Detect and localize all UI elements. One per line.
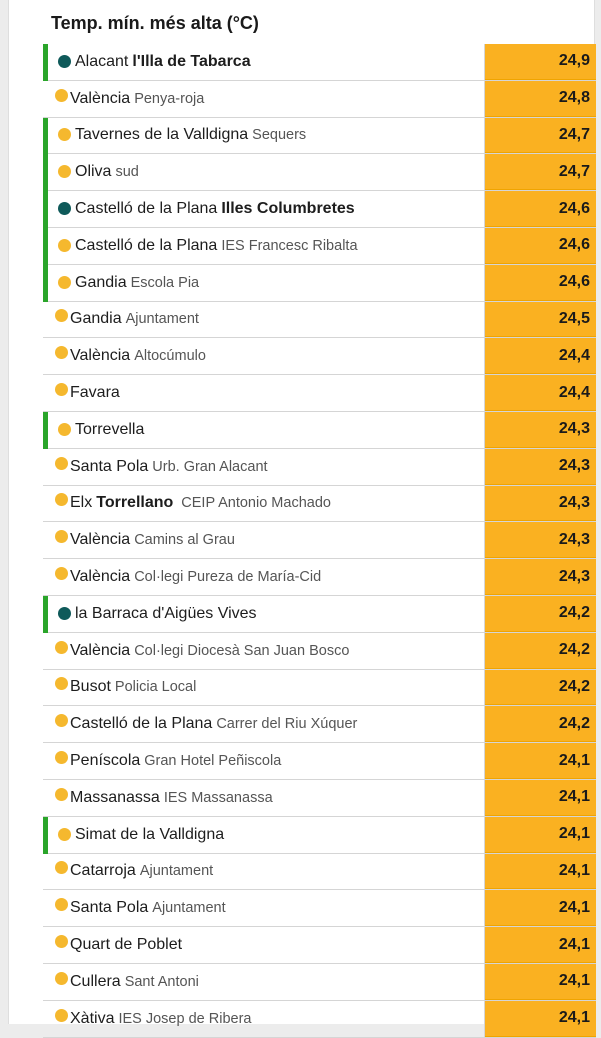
station-detail: Carrer del Riu Xúquer	[216, 716, 358, 733]
station-city: Busot	[70, 678, 111, 696]
temperature-value: 24,7	[485, 118, 596, 154]
station-detail: Ajuntament	[139, 863, 214, 880]
table-row[interactable]	[43, 596, 596, 633]
station-name-cell	[48, 743, 485, 779]
station-amateur-icon	[55, 935, 68, 948]
temperature-value: 24,2	[485, 706, 596, 742]
station-detail: sud	[115, 164, 139, 181]
station-name-cell	[48, 670, 485, 706]
table-row[interactable]	[43, 670, 596, 707]
table-row[interactable]	[43, 228, 596, 265]
temperature-value: 24,3	[485, 412, 596, 448]
table-row[interactable]	[43, 559, 596, 596]
station-city: Massanassa	[70, 788, 160, 806]
station-name-cell	[48, 596, 485, 632]
station-city: València	[70, 531, 131, 549]
table-row[interactable]	[43, 1001, 596, 1038]
station-city: Oliva	[75, 163, 112, 181]
station-detail: Escola Pia	[130, 274, 200, 291]
station-detail: Sant Antoni	[124, 973, 199, 990]
temperature-value: 24,3	[485, 522, 596, 558]
temperature-value: 24,8	[485, 81, 596, 117]
table-row[interactable]	[43, 706, 596, 743]
table-row[interactable]	[43, 449, 596, 486]
station-name-cell	[48, 44, 485, 80]
content-panel	[8, 0, 595, 1027]
station-city: Gandia	[70, 310, 122, 328]
station-city: València	[70, 568, 131, 586]
table-row[interactable]	[43, 890, 596, 927]
station-city: Santa Pola	[70, 457, 149, 475]
station-city: València	[70, 347, 131, 365]
station-city: Castelló de la Plana	[70, 715, 213, 733]
station-name-cell	[48, 302, 485, 338]
table-row[interactable]	[43, 522, 596, 559]
station-city: Castelló de la Plana	[75, 200, 218, 218]
station-amateur-icon	[55, 788, 68, 801]
station-amateur-icon	[55, 1009, 68, 1022]
station-name-cell	[48, 486, 485, 522]
station-detail: IES Josep de Ribera	[118, 1010, 252, 1027]
station-city: Peníscola	[70, 752, 141, 770]
station-name-cell	[48, 338, 485, 374]
station-city: Xàtiva	[70, 1009, 115, 1027]
station-amateur-icon	[58, 165, 71, 178]
table-row[interactable]	[43, 191, 596, 228]
temperature-value: 24,2	[485, 670, 596, 706]
temperature-value: 24,1	[485, 1001, 596, 1037]
station-detail: Gran Hotel Peñiscola	[144, 753, 282, 770]
station-city: Tavernes de la Valldigna	[75, 126, 249, 144]
table-row[interactable]	[43, 265, 596, 302]
station-name-cell	[48, 706, 485, 742]
temperature-value: 24,1	[485, 964, 596, 1000]
station-name-cell	[48, 780, 485, 816]
station-detail: Col·legi Diocesà San Juan Bosco	[134, 642, 350, 659]
station-city: Torrevella	[75, 420, 145, 438]
station-name-cell	[48, 228, 485, 264]
temperature-value: 24,6	[485, 228, 596, 264]
station-amateur-icon	[55, 457, 68, 470]
station-name-cell	[48, 817, 485, 853]
station-detail-extra: CEIP Antonio Machado	[181, 495, 331, 512]
table-row[interactable]	[43, 154, 596, 191]
station-detail: Torrellano	[96, 494, 174, 512]
table-row[interactable]	[43, 486, 596, 523]
temperature-value: 24,7	[485, 154, 596, 190]
station-name-cell	[48, 890, 485, 926]
station-amateur-icon	[55, 383, 68, 396]
temperature-value: 24,1	[485, 854, 596, 890]
temperature-value: 24,3	[485, 449, 596, 485]
station-amateur-icon	[55, 493, 68, 506]
station-city: Cullera	[70, 972, 121, 990]
station-detail: Ajuntament	[152, 900, 226, 917]
station-city: Catarroja	[70, 862, 136, 880]
station-amateur-icon	[55, 89, 68, 102]
table-row[interactable]	[43, 81, 596, 118]
station-amateur-icon	[55, 530, 68, 543]
table-row[interactable]	[43, 743, 596, 780]
table-row[interactable]	[43, 302, 596, 339]
station-name-cell	[48, 633, 485, 669]
station-name-cell	[48, 412, 485, 448]
temperature-value: 24,4	[485, 375, 596, 411]
station-amateur-icon	[58, 828, 71, 841]
station-city: Favara	[70, 384, 120, 402]
station-name-cell	[48, 265, 485, 301]
temperature-value: 24,1	[485, 780, 596, 816]
station-amateur-icon	[55, 309, 68, 322]
station-amateur-icon	[58, 276, 71, 289]
station-city: la Barraca d'Aigües Vives	[75, 604, 257, 622]
station-official-icon	[58, 202, 71, 215]
station-detail: Illes Columbretes	[221, 200, 355, 218]
temperature-value: 24,1	[485, 817, 596, 853]
station-city: Santa Pola	[70, 899, 149, 917]
temperature-value: 24,2	[485, 633, 596, 669]
temperature-value: 24,5	[485, 302, 596, 338]
temperature-value: 24,6	[485, 191, 596, 227]
station-detail: IES Francesc Ribalta	[221, 237, 358, 254]
station-amateur-icon	[55, 751, 68, 764]
station-city: Simat de la Valldigna	[75, 825, 225, 843]
station-name-cell	[48, 927, 485, 963]
station-name-cell	[48, 375, 485, 411]
station-name-cell	[48, 191, 485, 227]
temperature-value: 24,6	[485, 265, 596, 301]
station-amateur-icon	[55, 641, 68, 654]
station-name-cell	[48, 449, 485, 485]
station-name-cell	[48, 81, 485, 117]
station-name-cell	[48, 522, 485, 558]
station-name-cell	[48, 964, 485, 1000]
table-row[interactable]	[43, 927, 596, 964]
station-official-icon	[58, 55, 71, 68]
station-amateur-icon	[58, 128, 71, 141]
station-city: Quart de Poblet	[70, 936, 183, 954]
station-detail: Urb. Gran Alacant	[152, 458, 268, 475]
table-row[interactable]	[43, 854, 596, 891]
table-row[interactable]	[43, 780, 596, 817]
station-amateur-icon	[55, 972, 68, 985]
table-row[interactable]	[43, 633, 596, 670]
station-city: València	[70, 641, 131, 659]
station-amateur-icon	[55, 861, 68, 874]
station-detail: Altocúmulo	[134, 348, 206, 365]
temperature-value: 24,9	[485, 44, 596, 80]
station-name-cell	[48, 154, 485, 190]
station-amateur-icon	[55, 714, 68, 727]
table-row[interactable]	[43, 44, 596, 81]
station-amateur-icon	[55, 898, 68, 911]
station-detail: Sequers	[252, 127, 307, 144]
station-detail: l'Illa de Tabarca	[132, 52, 251, 70]
temperature-value: 24,2	[485, 596, 596, 632]
page-title: Temp. mín. més alta (°C)	[51, 13, 259, 33]
station-name-cell	[48, 854, 485, 890]
table-row[interactable]	[43, 338, 596, 375]
station-amateur-icon	[55, 346, 68, 359]
station-amateur-icon	[55, 567, 68, 580]
table-row[interactable]	[43, 817, 596, 854]
station-name-cell	[48, 1001, 485, 1037]
station-detail: Penya-roja	[134, 90, 205, 107]
station-detail: Ajuntament	[125, 311, 199, 328]
temperature-value: 24,4	[485, 338, 596, 374]
station-city: Gandia	[75, 273, 127, 291]
temperature-value: 24,1	[485, 743, 596, 779]
station-name-cell	[48, 118, 485, 154]
temperature-value: 24,3	[485, 486, 596, 522]
station-city: Alacant	[75, 52, 129, 70]
station-amateur-icon	[55, 677, 68, 690]
station-detail: Camins al Grau	[134, 532, 235, 549]
table-row[interactable]	[43, 375, 596, 412]
temperature-value: 24,3	[485, 559, 596, 595]
station-city: Elx	[70, 494, 93, 512]
station-amateur-icon	[58, 239, 71, 252]
temperature-value: 24,1	[485, 927, 596, 963]
station-table	[43, 44, 596, 1038]
station-city: València	[70, 89, 131, 107]
station-amateur-icon	[58, 423, 71, 436]
table-row[interactable]	[43, 118, 596, 155]
temperature-value: 24,1	[485, 890, 596, 926]
station-detail: Policia Local	[114, 679, 197, 696]
station-official-icon	[58, 607, 71, 620]
table-row[interactable]	[43, 412, 596, 449]
station-detail: Col·legi Pureza de María-Cid	[134, 569, 322, 586]
station-name-cell	[48, 559, 485, 595]
station-detail: IES Massanassa	[163, 789, 273, 806]
station-city: Castelló de la Plana	[75, 236, 218, 254]
table-row[interactable]	[43, 964, 596, 1001]
